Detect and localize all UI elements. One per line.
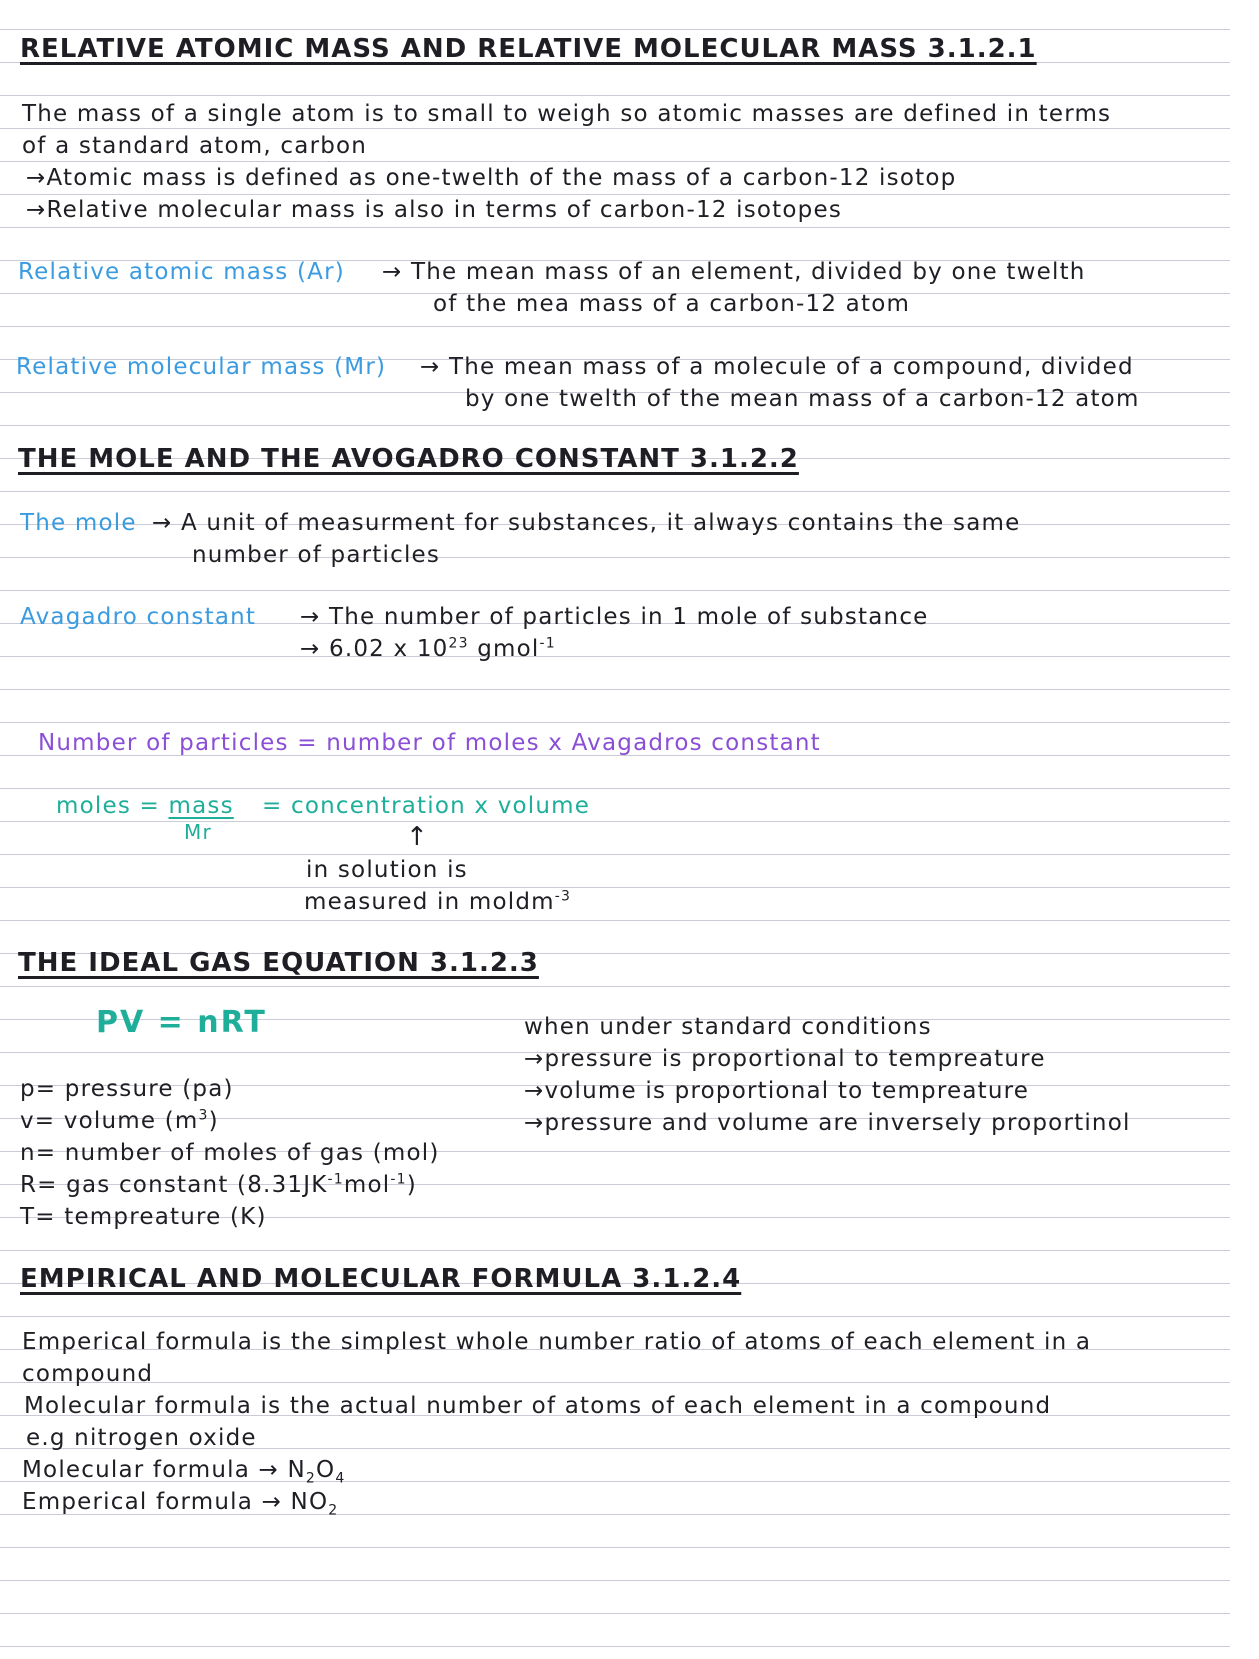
def-relative-atomic-mass-2: of the mea mass of a carbon-12 atom: [433, 291, 911, 317]
concentration-note-1: in solution is: [306, 857, 468, 883]
section-heading-relative-mass: RELATIVE ATOMIC MASS AND RELATIVE MOLECULAR MASS 3.1.2.1: [20, 34, 1037, 64]
moles-equation: moles = mass: [56, 793, 234, 819]
variable-t: T= tempreature (K): [20, 1204, 267, 1230]
moles-concentration-volume: = concentration x volume: [262, 793, 591, 819]
bullet-atomic-mass: →Atomic mass is defined as one-twelth of the mass of a carbon-12 isotop: [26, 165, 957, 191]
moles-denominator: Mr: [184, 820, 212, 844]
molecular-formula-example: Molecular formula → $N_2O_4$: [22, 1457, 346, 1487]
def-avogadro-constant-1: → The number of particles in 1 mole of substance: [300, 604, 929, 630]
conditions-title: when under standard conditions: [524, 1014, 932, 1040]
particles-equation: Number of particles = number of moles x Avagadros constant: [38, 730, 821, 756]
section-heading-formula: EMPIRICAL AND MOLECULAR FORMULA 3.1.2.4: [20, 1264, 742, 1294]
variable-v: v= volume $(m^3)$: [20, 1107, 219, 1134]
term-the-mole: The mole: [20, 510, 137, 536]
def-relative-molecular-mass-2: by one twelth of the mean mass of a carbon-12 atom: [465, 386, 1140, 412]
empirical-definition-2: compound: [22, 1361, 154, 1387]
def-the-mole-1: → A unit of measurment for substances, it always contains the same: [152, 510, 1021, 536]
intro-line-2: of a standard atom, carbon: [22, 133, 368, 159]
term-relative-molecular-mass: Relative molecular mass (Mr): [16, 354, 387, 380]
def-relative-molecular-mass-1: → The mean mass of a molecule of a compound, divided: [420, 354, 1134, 380]
example-nitrogen-oxide: e.g nitrogen oxide: [26, 1425, 257, 1451]
empirical-definition-1: Emperical formula is the simplest whole number ratio of atoms of each element in a: [22, 1329, 1092, 1355]
term-relative-atomic-mass: Relative atomic mass (Ar): [18, 259, 345, 285]
term-avogadro-constant: Avagadro constant: [20, 604, 257, 630]
condition-2: →volume is proportional to tempreature: [524, 1078, 1030, 1104]
def-the-mole-2: number of particles: [192, 542, 441, 568]
section-heading-ideal-gas: THE IDEAL GAS EQUATION 3.1.2.3: [18, 948, 539, 978]
ideal-gas-equation: PV = nRT: [96, 1005, 267, 1040]
variable-n: n= number of moles of gas (mol): [20, 1140, 440, 1166]
arrow-up-icon: ↑: [406, 822, 429, 852]
variable-p: p= pressure (pa): [20, 1076, 234, 1102]
condition-3: →pressure and volume are inversely proportinol: [524, 1110, 1131, 1136]
def-relative-atomic-mass-1: → The mean mass of an element, divided by one twelth: [382, 259, 1086, 285]
section-heading-mole: THE MOLE AND THE AVOGADRO CONSTANT 3.1.2.2: [18, 444, 799, 474]
concentration-note-2: measured in moldm$^{-3}$: [304, 888, 572, 915]
condition-1: →pressure is proportional to tempreature: [524, 1046, 1046, 1072]
molecular-definition: Molecular formula is the actual number of atoms of each element in a compound: [24, 1393, 1052, 1419]
variable-r: R= gas constant $(8.31JK^{-1}mol^{-1})$: [20, 1171, 417, 1198]
bullet-molecular-mass: →Relative molecular mass is also in terms of carbon-12 isotopes: [26, 197, 843, 223]
empirical-formula-example: Emperical formula → $NO_2$: [22, 1489, 339, 1519]
def-avogadro-constant-2: → 6.02 x $10^{23}$ gmol$^{-1}$: [300, 635, 556, 662]
intro-line-1: The mass of a single atom is to small to weigh so atomic masses are defined in terms: [22, 101, 1112, 127]
